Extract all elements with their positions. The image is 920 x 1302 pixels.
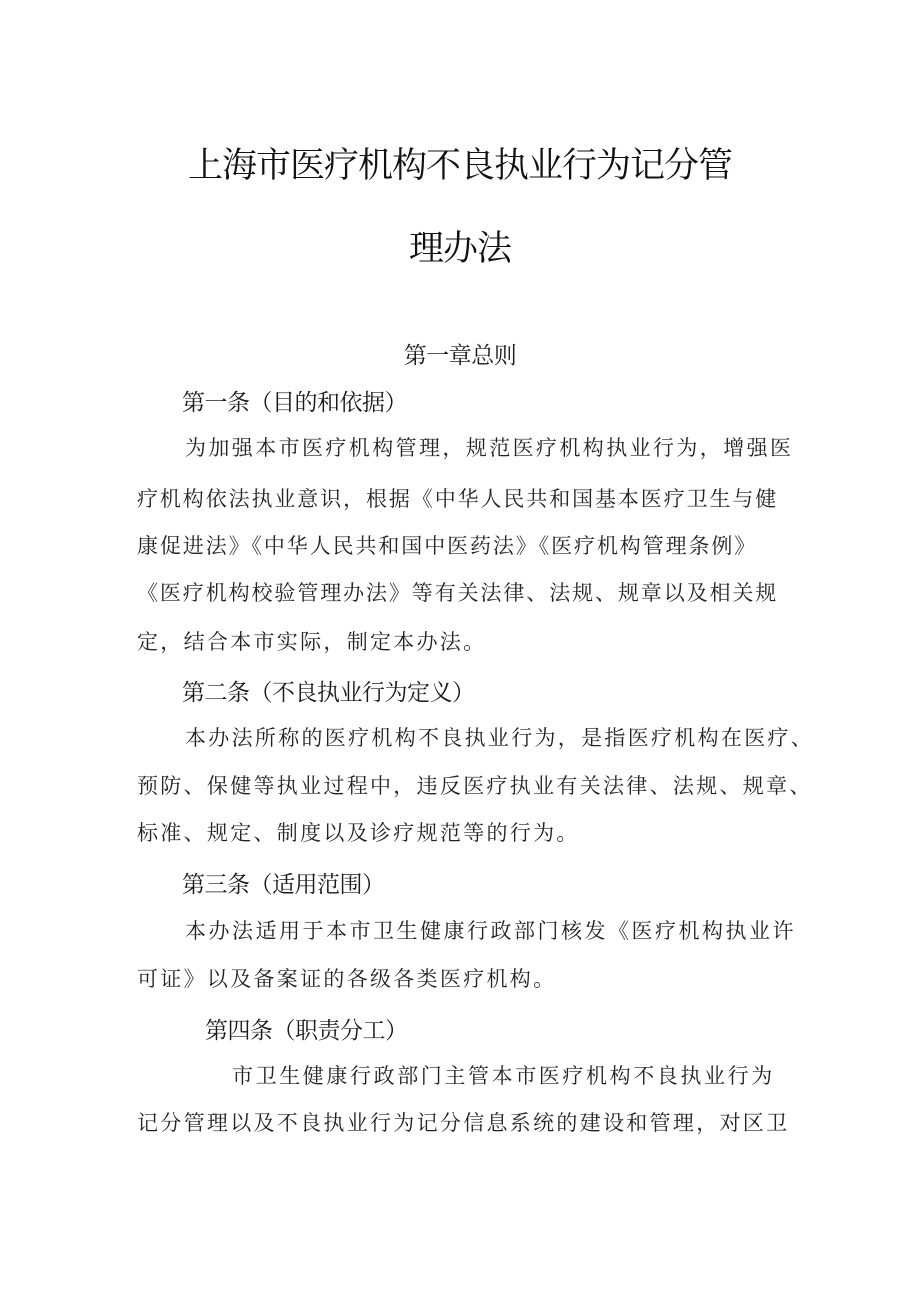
article-1-line-5: 定，结合本市实际，制定本办法。 (137, 630, 487, 654)
article-2-heading: 第二条（不良执业行为定义） (182, 680, 475, 706)
article-4-line-2: 记分管理以及不良执业行为记分信息系统的建设和管理，对区卫 (137, 1111, 790, 1135)
article-3-line-2: 可证》以及备案证的各级各类医疗机构。 (137, 967, 557, 991)
document-title-line-2: 理办法 (408, 229, 511, 269)
article-3-heading: 第三条（适用范围） (182, 872, 385, 898)
chapter-heading: 第一章总则 (403, 343, 517, 369)
article-1-line-3: 康促进法》《中华人民共和国中医药法》《医疗机构管理条例》 (137, 534, 758, 558)
article-2-line-1: 本办法所称的医疗机构不良执业行为，是指医疗机构在医疗、 (185, 726, 815, 750)
article-2-line-2: 预防、保健等执业过程中，违反医疗执业有关法律、法规、规章、 (137, 774, 813, 798)
article-4-heading: 第四条（职责分工） (205, 1018, 408, 1044)
article-4-line-1: 市卫生健康行政部门主管本市医疗机构不良执业行为 (232, 1064, 775, 1088)
article-1-line-4: 《医疗机构校验管理办法》等有关法律、法规、规章以及相关规 (137, 581, 779, 605)
document-title-line-1: 上海市医疗机构不良执业行为记分管 (187, 146, 732, 186)
article-1-heading: 第一条（目的和依据） (182, 390, 407, 416)
article-1-line-1: 为加强本市医疗机构管理，规范医疗机构执业行为，增强医 (185, 436, 794, 460)
article-3-line-1: 本办法适用于本市卫生健康行政部门核发《医疗机构执业许 (185, 919, 796, 943)
article-2-line-3: 标准、规定、制度以及诊疗规范等的行为。 (137, 821, 580, 845)
article-1-line-2: 疗机构依法执业意识，根据《中华人民共和国基本医疗卫生与健 (137, 487, 779, 511)
